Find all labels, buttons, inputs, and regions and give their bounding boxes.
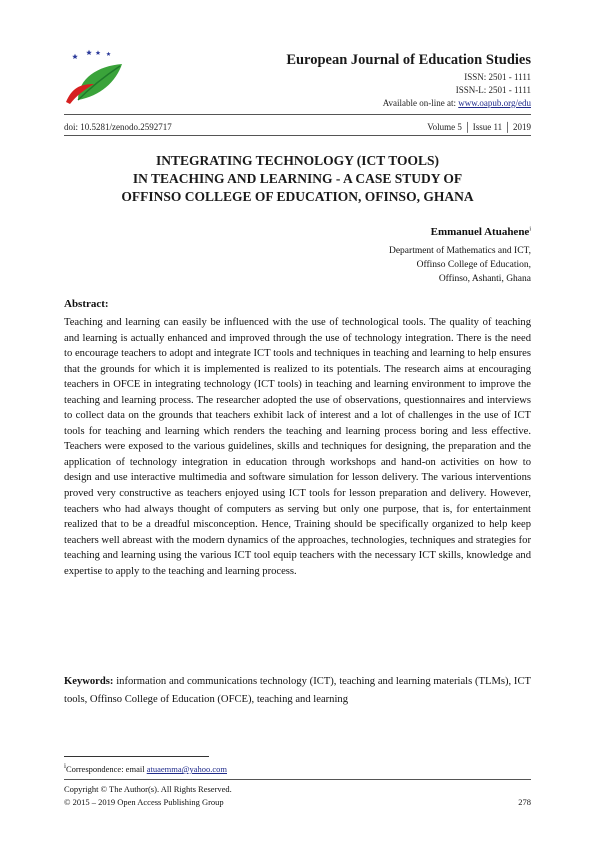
page-number: 278: [518, 797, 531, 807]
footnote-marker: i: [64, 762, 66, 770]
copyright: Copyright © The Author(s). All Rights Reserved.: [64, 784, 232, 794]
meta-rule: [64, 135, 531, 136]
affiliation-line: Offinso College of Education,: [416, 260, 531, 270]
abstract-heading: Abstract:: [64, 298, 109, 310]
title-line: IN TEACHING AND LEARNING - A CASE STUDY OF: [132, 171, 463, 186]
volume-issue: Volume 5 │ Issue 11 │ 2019: [427, 122, 531, 132]
affiliation: [389, 244, 531, 286]
paper-title: [64, 152, 531, 206]
stars-icon: [72, 50, 111, 59]
email-link[interactable]: atuaemma@yahoo.com: [146, 763, 227, 774]
journal-url-link[interactable]: www.oapub.org/edu: [458, 98, 531, 108]
issn-l: ISSN-L: 2501 - 1111: [455, 85, 531, 95]
keywords-text: information and communications technology (ICT), teaching and learning materials (TLMs), ICT tools, Offinso College of Education (OFCE), teaching and learning: [64, 676, 531, 705]
online-availability: [383, 98, 531, 108]
issn: ISSN: 2501 - 1111: [464, 72, 531, 82]
keywords: [64, 673, 531, 708]
author-name: Emmanuel Atuahene: [430, 226, 530, 238]
title-line: OFFINSO COLLEGE OF EDUCATION, OFINSO, GHANA: [121, 189, 474, 204]
doi: doi: 10.5281/zenodo.2592717: [64, 122, 172, 132]
journal-logo: [64, 48, 126, 104]
footnote-prefix: Correspondence: email: [65, 763, 147, 774]
footnote-rule: [64, 756, 209, 757]
publisher: © 2015 – 2019 Open Access Publishing Group: [64, 797, 224, 807]
title-line: INTEGRATING TECHNOLOGY (ICT TOOLS): [156, 153, 439, 168]
abstract-text: Teaching and learning can easily be influenced with the use of technological tools. The quality of teaching and learning is actually enhanced and improved through the use of technology integration. There is the need to encourage teachers to adopt and integrate ICT tools and techniques in teaching and learning to help ensures that the grounds for which it is implemented is realized to its potentials. The research aims at encouraging teachers in OFCE in integrating technology (ICT tools) in teaching and learning environment to improve the teaching and learning process. The researcher adopted the use of observations, questionnaires and interviews to collect data on the grounds that teachers exhibit lack of interest and a lot of challenges in the use of ICT tools for teaching and learning which renders the teaching and learning process boring and less effective. Teachers were exposed to the various guidelines, skills and techniques for designing, the preparation and the application of technology integration in education through workshops and hand-on activities on how to design and use interactive multimedia and software simulation for lesson delivery. The various interventions proved very constructive as teachers enjoyed using ICT tools for lesson preparation and delivery. However, teachers who had always thought of computers as serving but only one purpose, that is, for entertainment realized that to be a dreadful misconception. Hence, Training should be specifically organized to help keep teachers well abreast with the modern dynamics of the approaches, technologies, techniques and strategies for teaching and learning using the various ICT tool equip teachers with the necessary ICT skills, knowledge and expertise to apply to the teaching and learning process.: [64, 317, 531, 577]
affiliation-line: Department of Mathematics and ICT,: [388, 246, 531, 256]
journal-name: European Journal of Education Studies: [286, 52, 531, 68]
online-prefix: Available on-line at:: [382, 98, 459, 108]
author: [431, 226, 531, 238]
header-rule: [64, 114, 531, 115]
keywords-label: Keywords:: [64, 676, 114, 687]
footer-rule: [64, 779, 531, 780]
affiliation-line: Offinso, Ashanti, Ghana: [438, 274, 531, 284]
author-footnote-marker[interactable]: i: [529, 226, 531, 233]
footnote: [64, 762, 227, 774]
